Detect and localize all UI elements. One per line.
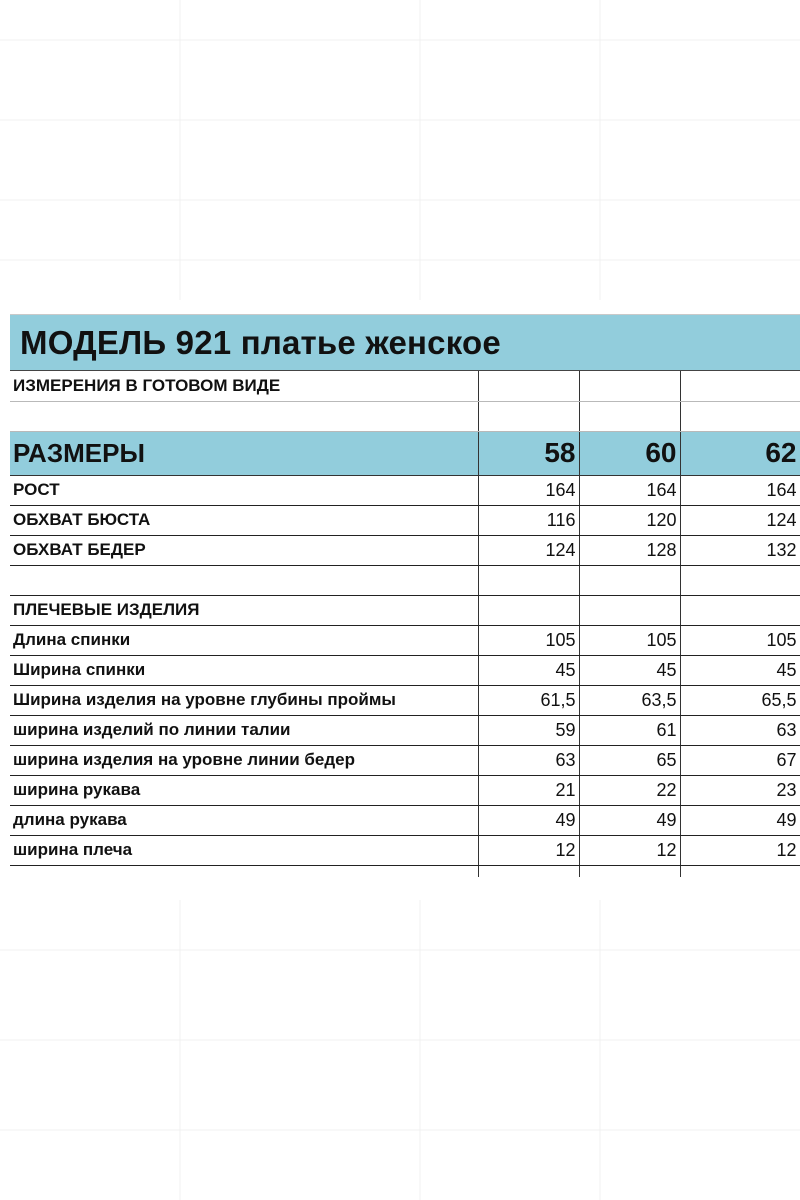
table-row [10, 535, 800, 565]
subtitle-row [10, 371, 800, 401]
tail-row [10, 865, 800, 877]
row-label[interactable]: ОБХВАТ БЮСТА [10, 505, 478, 535]
row-value[interactable]: 45 [478, 655, 579, 685]
empty-cell[interactable] [680, 565, 800, 595]
row-value[interactable]: 61,5 [478, 685, 579, 715]
table-row [10, 745, 800, 775]
row-value[interactable]: 12 [680, 835, 800, 865]
table-row [10, 655, 800, 685]
row-value[interactable]: 21 [478, 775, 579, 805]
row-value[interactable]: 49 [579, 805, 680, 835]
row-value[interactable]: 164 [579, 475, 680, 505]
row-value[interactable]: 124 [680, 505, 800, 535]
row-value[interactable]: 23 [680, 775, 800, 805]
table-row [10, 475, 800, 505]
table-row [10, 805, 800, 835]
row-value[interactable]: 164 [680, 475, 800, 505]
section-title-row [10, 595, 800, 625]
table-row [10, 775, 800, 805]
row-value[interactable]: 65 [579, 745, 680, 775]
empty-cell[interactable] [579, 401, 680, 431]
empty-cell[interactable] [680, 401, 800, 431]
row-value[interactable]: 105 [680, 625, 800, 655]
row-label[interactable]: ширина рукава [10, 775, 478, 805]
empty-cell[interactable] [478, 865, 579, 877]
table-row [10, 715, 800, 745]
sizes-header-row [10, 431, 800, 475]
measurements-table [10, 371, 800, 877]
row-label[interactable]: ОБХВАТ БЕДЕР [10, 535, 478, 565]
empty-cell[interactable] [478, 565, 579, 595]
empty-cell[interactable] [10, 401, 478, 431]
row-value[interactable]: 45 [579, 655, 680, 685]
row-value[interactable]: 105 [579, 625, 680, 655]
row-label[interactable]: ширина изделий по линии талии [10, 715, 478, 745]
section-title[interactable]: ПЛЕЧЕВЫЕ ИЗДЕЛИЯ [10, 595, 478, 625]
empty-cell[interactable] [478, 371, 579, 401]
subtitle-cell[interactable]: ИЗМЕРЕНИЯ В ГОТОВОМ ВИДЕ [10, 371, 478, 401]
empty-cell[interactable] [478, 401, 579, 431]
row-value[interactable]: 63,5 [579, 685, 680, 715]
empty-cell[interactable] [10, 865, 478, 877]
row-label[interactable]: ширина плеча [10, 835, 478, 865]
empty-cell[interactable] [680, 371, 800, 401]
row-value[interactable]: 132 [680, 535, 800, 565]
row-value[interactable]: 45 [680, 655, 800, 685]
row-value[interactable]: 164 [478, 475, 579, 505]
empty-cell[interactable] [579, 595, 680, 625]
row-value[interactable]: 49 [680, 805, 800, 835]
table-row [10, 625, 800, 655]
empty-cell[interactable] [579, 371, 680, 401]
row-label[interactable]: ширина изделия на уровне линии бедер [10, 745, 478, 775]
row-label[interactable]: РОСТ [10, 475, 478, 505]
size-62[interactable]: 62 [680, 431, 800, 475]
table-row [10, 505, 800, 535]
blank-row [10, 565, 800, 595]
size-60[interactable]: 60 [579, 431, 680, 475]
row-label[interactable]: Ширина спинки [10, 655, 478, 685]
empty-cell[interactable] [478, 595, 579, 625]
table-row [10, 835, 800, 865]
row-value[interactable]: 12 [478, 835, 579, 865]
row-value[interactable]: 22 [579, 775, 680, 805]
row-label[interactable]: длина рукава [10, 805, 478, 835]
row-value[interactable]: 105 [478, 625, 579, 655]
row-value[interactable]: 59 [478, 715, 579, 745]
row-label[interactable]: Ширина изделия на уровне глубины проймы [10, 685, 478, 715]
table-row [10, 685, 800, 715]
row-value[interactable]: 49 [478, 805, 579, 835]
empty-cell[interactable] [579, 865, 680, 877]
row-value[interactable]: 124 [478, 535, 579, 565]
blank-row [10, 401, 800, 431]
row-value[interactable]: 65,5 [680, 685, 800, 715]
row-value[interactable]: 63 [478, 745, 579, 775]
sizes-label[interactable]: РАЗМЕРЫ [10, 431, 478, 475]
row-value[interactable]: 120 [579, 505, 680, 535]
size-chart-sheet [10, 314, 800, 877]
row-value[interactable]: 128 [579, 535, 680, 565]
row-value[interactable]: 63 [680, 715, 800, 745]
row-value[interactable]: 12 [579, 835, 680, 865]
empty-cell[interactable] [10, 565, 478, 595]
empty-cell[interactable] [680, 595, 800, 625]
row-label[interactable]: Длина спинки [10, 625, 478, 655]
row-value[interactable]: 61 [579, 715, 680, 745]
size-58[interactable]: 58 [478, 431, 579, 475]
model-title: МОДЕЛЬ 921 платье женское [10, 315, 800, 371]
row-value[interactable]: 67 [680, 745, 800, 775]
empty-cell[interactable] [579, 565, 680, 595]
empty-cell[interactable] [680, 865, 800, 877]
row-value[interactable]: 116 [478, 505, 579, 535]
